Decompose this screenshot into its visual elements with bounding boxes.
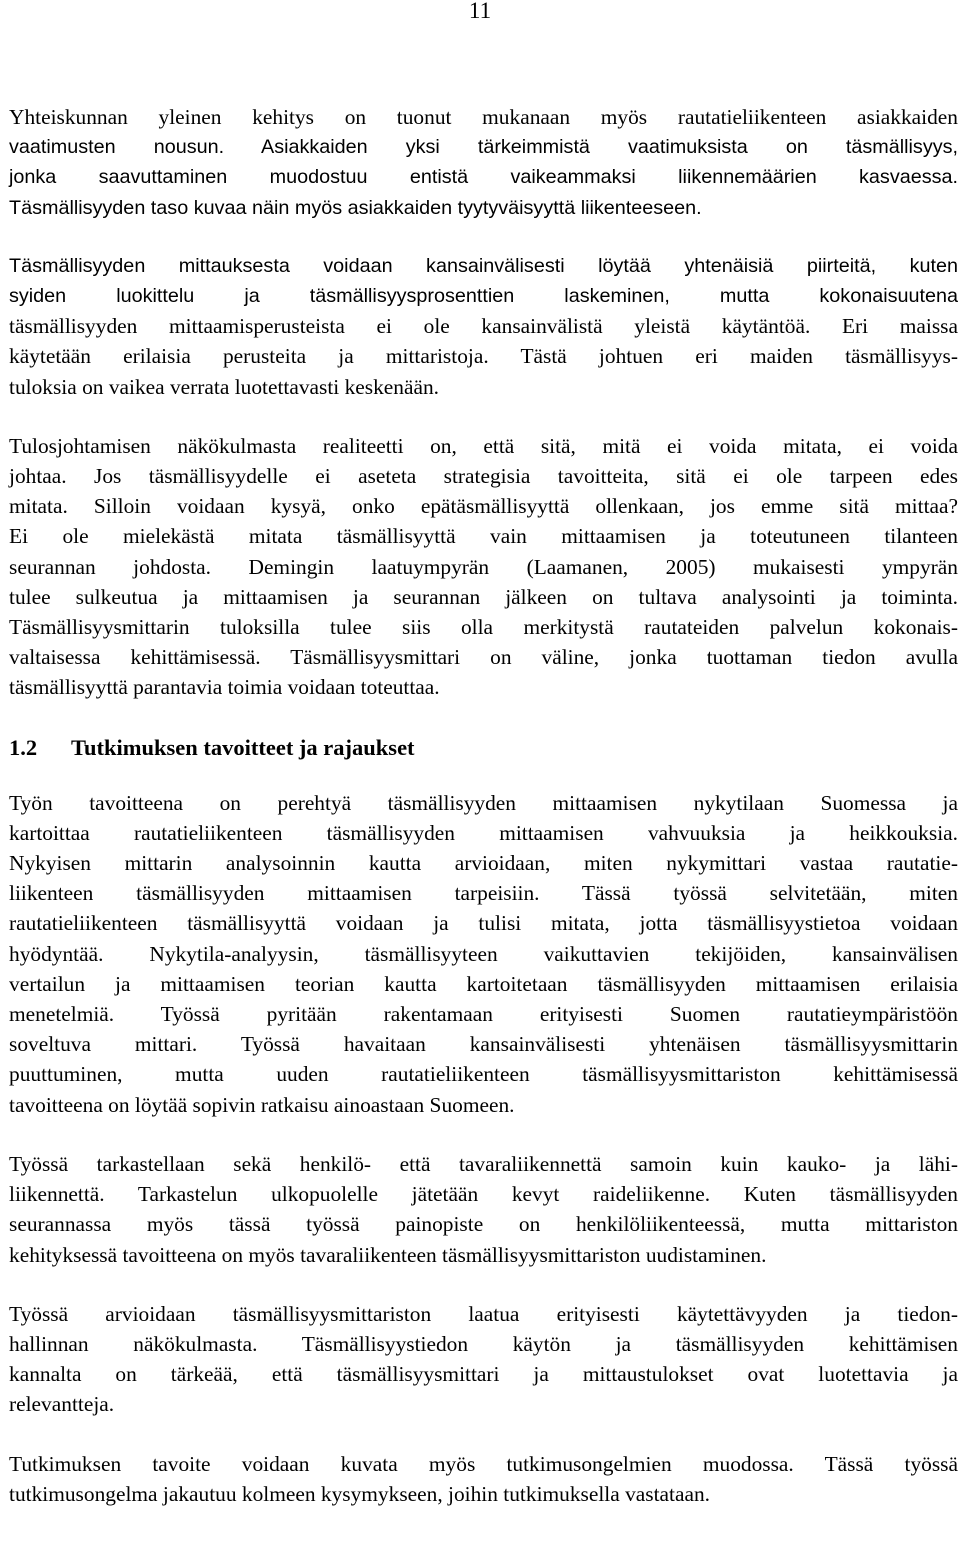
text-line: kehityksessä tavoitteena on myös tavaraliikenteen täsmällisyysmittariston uudistaminen. [9,1242,767,1267]
text-line: syiden luokittelu ja täsmällisyysprosenttien laskeminen, mutta kokonaisuutena [9,285,958,308]
text-line: menetelmiä. Työssä pyritään rakentamaan erityisesti Suomen rautatieympäristöön [9,1002,958,1027]
text-line: Täsmällisyyden mittauksesta voidaan kansainvälisesti löytää yhtenäisiä piirteitä, kuten [9,254,958,277]
text-line: hallinnan näkökulmasta. Täsmällisyystiedon käytön ja täsmällisyyden kehittämisen [9,1331,958,1356]
section-number: 1.2 [9,734,38,760]
text-line: täsmällisyyden mittaamisperusteista ei ole kansainvälistä yleistä käytäntöä. Eri maissa [9,314,958,339]
text-line: liikennettä. Tarkastelun ulkopuolelle jätetään kevyt raideliikenne. Kuten täsmällisyyden [9,1182,958,1207]
text-line: Työn tavoitteena on perehtyä täsmällisyyden mittaamisen nykytilaan Suomessa ja [9,790,958,815]
text-line: seurannan johdosta. Demingin laatuympyrän (Laamanen, 2005) mukaisesti ympyrän [9,554,958,579]
text-line: Yhteiskunnan yleinen kehitys on tuonut mukanaan myös rautatieliikenteen asiakkaiden [9,105,958,129]
text-line: Työssä arvioidaan täsmällisyysmittariston laatua erityisesti käytettävyyden ja tiedon- [9,1301,958,1326]
text-line: Täsmällisyyden taso kuvaa näin myös asiakkaiden tyytyväisyyttä liikenteeseen. [9,196,702,219]
paragraph-intro [9,102,958,223]
text-line: soveltuva mittari. Työssä havaitaan kansainvälisesti yhtenäisen täsmällisyysmittarin [9,1032,958,1057]
text-line: Työssä tarkastellaan sekä henkilö- että tavaraliikennettä samoin kuin kauko- ja lähi- [9,1151,958,1176]
text-line: puuttuminen, mutta uuden rautatieliikenteen täsmällisyysmittariston kehittämisessä [9,1062,958,1087]
text-line: Nykyisen mittarin analysoinnin kautta arvioidaan, miten nykymittari vastaa rautatie- [9,851,958,876]
text-line: kannalta on tärkeää, että täsmällisyysmittari ja mittaustulokset ovat luotettavia ja [9,1362,958,1387]
text-line: johtaa. Jos täsmällisyydelle ei aseteta strategisia tavoitteita, sitä ei ole tarpeen edes [9,464,958,489]
text-line: tuloksia on vaikea verrata luotettavasti keskenään. [9,374,440,399]
paragraph-management [9,431,958,703]
text-line: vertailun ja mittaamisen teorian kautta kartoitetaan täsmällisyyden mittaamisen erilaisia [9,971,958,996]
paragraph-scope [9,1149,958,1270]
text-line: tavoitteena on löytää sopivin ratkaisu ainoastaan Suomeen. [9,1092,515,1117]
text-line: tutkimusongelma jakautuu kolmeen kysymykseen, joihin tutkimuksella vastataan. [9,1481,711,1506]
text-line: mitata. Silloin voidaan kysyä, onko epätäsmällisyyttä ollenkaan, jos emme sitä mittaa? [9,494,958,519]
text-line: täsmällisyyttä parantavia toimia voidaan toteuttaa. [9,675,440,700]
text-line: hyödyntää. Nykytila-analyysin, täsmällisyyteen vaikuttavien tekijöiden, kansainvälisen [9,941,958,966]
text-line: Täsmällisyysmittarin tuloksilla tulee siis olla merkitystä rautateiden palvelun kokonais- [9,615,958,640]
text-line: jonka saavuttaminen muodostuu entistä vaikeammaksi liikennemäärien kasvaessa. [9,166,958,189]
paragraph-evaluation [9,1299,958,1420]
text-line: tulee sulkeutua ja mittaamisen ja seurannan jälkeen on tultava analysointi ja toiminta. [9,584,958,609]
text-line: kartoittaa rautatieliikenteen täsmällisyyden mittaamisen vahvuuksia ja heikkouksia. [9,820,958,845]
text-line: Ei ole mielekästä mitata täsmällisyyttä vain mittaamisen ja toteutuneen tilanteen [9,524,958,549]
text-line: seurannassa myös tässä työssä painopiste on henkilöliikenteessä, mutta mittariston [9,1212,958,1237]
text-line: relevantteja. [9,1392,115,1417]
text-line: rautatieliikenteen täsmällisyyttä voidaan ja tulisi mitata, jotta täsmällisyystietoa voidaan [9,911,958,936]
document-body [9,102,958,1509]
section-title: Tutkimuksen tavoitteet ja rajaukset [71,734,415,760]
paragraph-research-problems [9,1449,958,1509]
section-heading [9,733,958,763]
text-line: käytetään erilaisia perusteita ja mittaristoja. Tästä johtuen eri maiden täsmällisyys- [9,344,958,369]
text-line: Tutkimuksen tavoite voidaan kuvata myös tutkimusongelmien muodossa. Tässä työssä [9,1451,958,1476]
page-number: 11 [468,0,492,23]
paragraph-measurement [9,251,958,402]
text-line: Tulosjohtamisen näkökulmasta realiteetti on, että sitä, mitä ei voida mitata, ei voida [9,433,958,458]
paragraph-objectives [9,788,958,1120]
text-line: valtaisessa kehittämisessä. Täsmällisyysmittari on väline, jonka tuottaman tiedon avulla [9,645,958,670]
text-line: vaatimusten nousun. Asiakkaiden yksi tärkeimmistä vaatimuksista on täsmällisyys, [9,136,958,159]
text-line: liikenteen täsmällisyyden mittaamisen tarpeisiin. Tässä työssä selvitetään, miten [9,881,958,906]
